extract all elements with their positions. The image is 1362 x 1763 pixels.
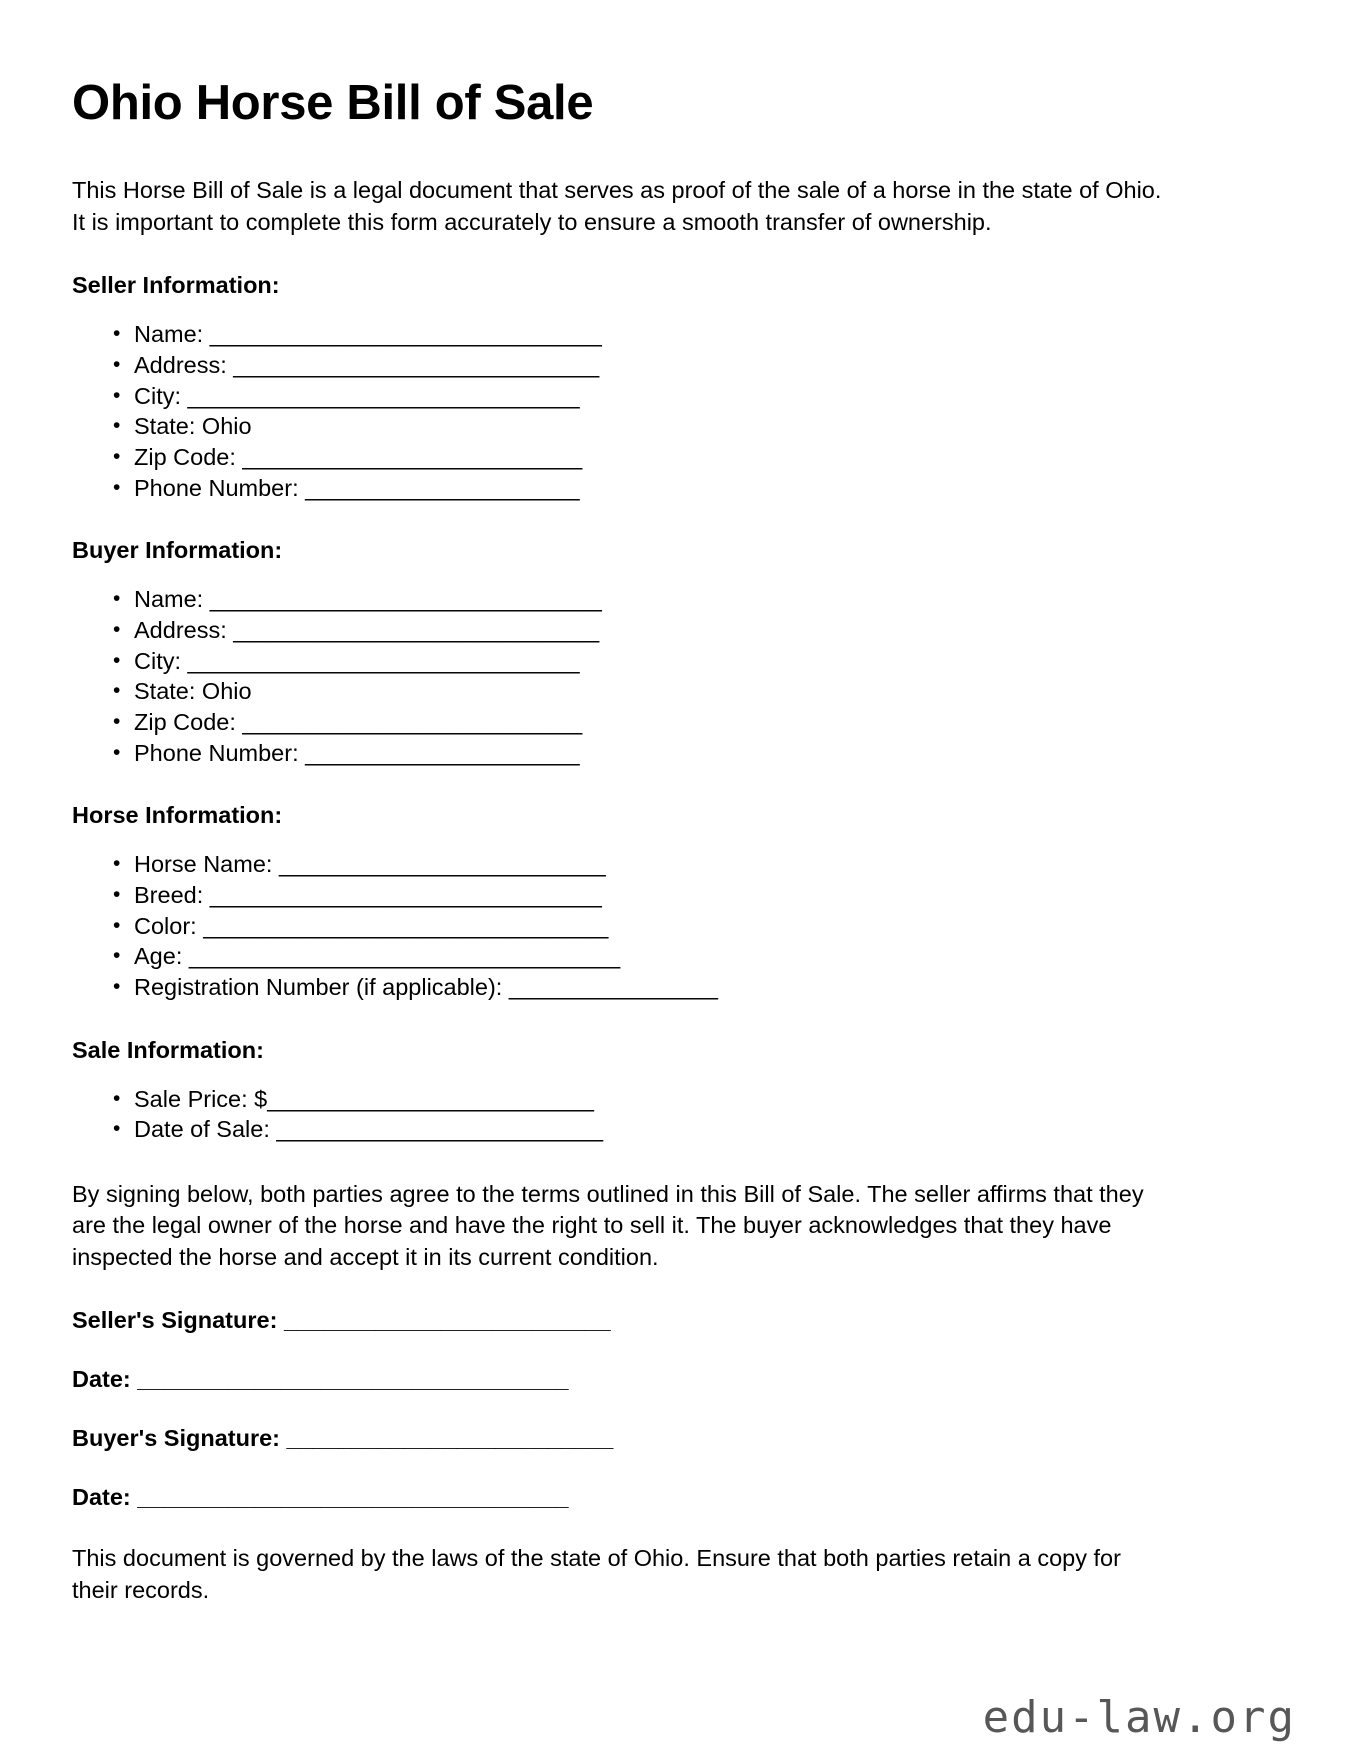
closing-paragraph: This document is governed by the laws of the state of Ohio. Ensure that both parties retain a copy for their records.: [72, 1545, 1121, 1603]
seller-signature-blank[interactable]: _________________________: [283, 1307, 611, 1334]
field-blank[interactable]: _________________________: [278, 851, 606, 878]
list-item: [72, 646, 1290, 677]
field-blank[interactable]: ________________: [508, 973, 718, 1000]
field-blank[interactable]: ____________________________: [233, 352, 600, 379]
field-blank[interactable]: _____________________: [305, 474, 580, 501]
list-item: [72, 676, 1290, 707]
buyer-date-line: [72, 1484, 1290, 1511]
sale-information-field-list: [72, 1084, 1290, 1145]
seller-signature-label: Seller's Signature:: [72, 1307, 284, 1334]
field-label: Address:: [134, 617, 234, 643]
field-blank[interactable]: ____________________________: [233, 617, 600, 643]
field-blank[interactable]: _________________________________: [188, 943, 621, 970]
buyer-information-heading: Buyer Information:: [72, 537, 283, 564]
list-item: [72, 972, 1290, 1003]
seller-date-blank[interactable]: _________________________________: [137, 1366, 569, 1393]
list-item: [72, 584, 1290, 615]
field-label: Date of Sale:: [134, 1116, 277, 1143]
list-item: [72, 411, 1290, 442]
list-item: [72, 381, 1290, 412]
field-label: Horse Name:: [134, 851, 279, 878]
field-blank[interactable]: _________________________: [267, 1085, 594, 1112]
list-item: [72, 473, 1290, 504]
buyer-signature-line: [72, 1425, 1290, 1452]
field-label: City:: [134, 647, 188, 674]
horse-information-heading: Horse Information:: [72, 802, 283, 829]
field-blank[interactable]: _______________________________: [203, 912, 609, 939]
buyer-date-blank[interactable]: _________________________________: [137, 1484, 569, 1511]
list-item: [72, 849, 1290, 880]
seller-information-field-list: [72, 319, 1290, 503]
list-item: [72, 1114, 1290, 1145]
list-item: [72, 350, 1290, 381]
field-label: Name:: [134, 321, 210, 348]
list-item: [72, 941, 1290, 972]
buyer-signature-label: Buyer's Signature:: [72, 1425, 287, 1452]
seller-information-heading: Seller Information:: [72, 272, 280, 299]
signature-block: [72, 1307, 1290, 1511]
field-blank[interactable]: __________________________: [242, 444, 583, 471]
field-blank[interactable]: _________________________: [276, 1116, 604, 1143]
seller-date-label: Date:: [72, 1366, 138, 1393]
list-item: [72, 319, 1290, 350]
buyer-signature-blank[interactable]: _________________________: [286, 1425, 614, 1452]
intro-paragraph: This Horse Bill of Sale is a legal document that serves as proof of the sale of a horse in the state of Ohio. It is important to complete this form accurately to ensure a smooth transfer of ownership.: [72, 177, 1162, 235]
field-label: Registration Number (if applicable):: [134, 973, 509, 1000]
field-label: Sale Price: $: [134, 1085, 268, 1112]
field-label: Color:: [134, 912, 204, 939]
field-blank[interactable]: ______________________________: [209, 881, 602, 908]
list-item: [72, 738, 1290, 769]
list-item: [72, 615, 1290, 646]
watermark: edu-law.org: [982, 1692, 1296, 1743]
field-blank[interactable]: _____________________: [305, 739, 580, 766]
page-title: Ohio Horse Bill of Sale: [72, 76, 594, 130]
list-item: [72, 1084, 1290, 1115]
field-label: Name:: [134, 586, 210, 613]
field-label: Address:: [134, 352, 234, 379]
buyer-date-label: Date:: [72, 1484, 138, 1511]
field-label: Phone Number:: [134, 739, 306, 766]
field-label: City:: [134, 382, 188, 409]
field-label: Phone Number:: [134, 474, 306, 501]
list-item: [72, 880, 1290, 911]
field-label: Age:: [134, 943, 189, 970]
sale-information-heading: Sale Information:: [72, 1036, 264, 1063]
buyer-information-field-list: [72, 584, 1290, 768]
list-item: [72, 442, 1290, 473]
agreement-paragraph: By signing below, both parties agree to the terms outlined in this Bill of Sale. The seller affirms that they are the legal owner of the horse and have the right to sell it. The buyer acknowledges that they have inspected the horse and accept it in its current condition.: [72, 1180, 1144, 1270]
seller-signature-line: [72, 1307, 1290, 1334]
field-label: Zip Code:: [134, 708, 243, 735]
list-item: [72, 707, 1290, 738]
field-blank[interactable]: __________________________: [242, 708, 583, 735]
field-label: Zip Code:: [134, 444, 243, 471]
field-label: State: Ohio: [134, 678, 252, 705]
field-label: Breed:: [134, 881, 210, 908]
field-blank[interactable]: ______________________________: [187, 647, 580, 674]
field-blank[interactable]: ______________________________: [209, 586, 602, 613]
horse-information-field-list: [72, 849, 1290, 1002]
field-blank[interactable]: ______________________________: [187, 382, 580, 409]
field-label: State: Ohio: [134, 413, 252, 440]
field-blank[interactable]: ______________________________: [209, 321, 602, 348]
seller-date-line: [72, 1366, 1290, 1393]
list-item: [72, 911, 1290, 942]
